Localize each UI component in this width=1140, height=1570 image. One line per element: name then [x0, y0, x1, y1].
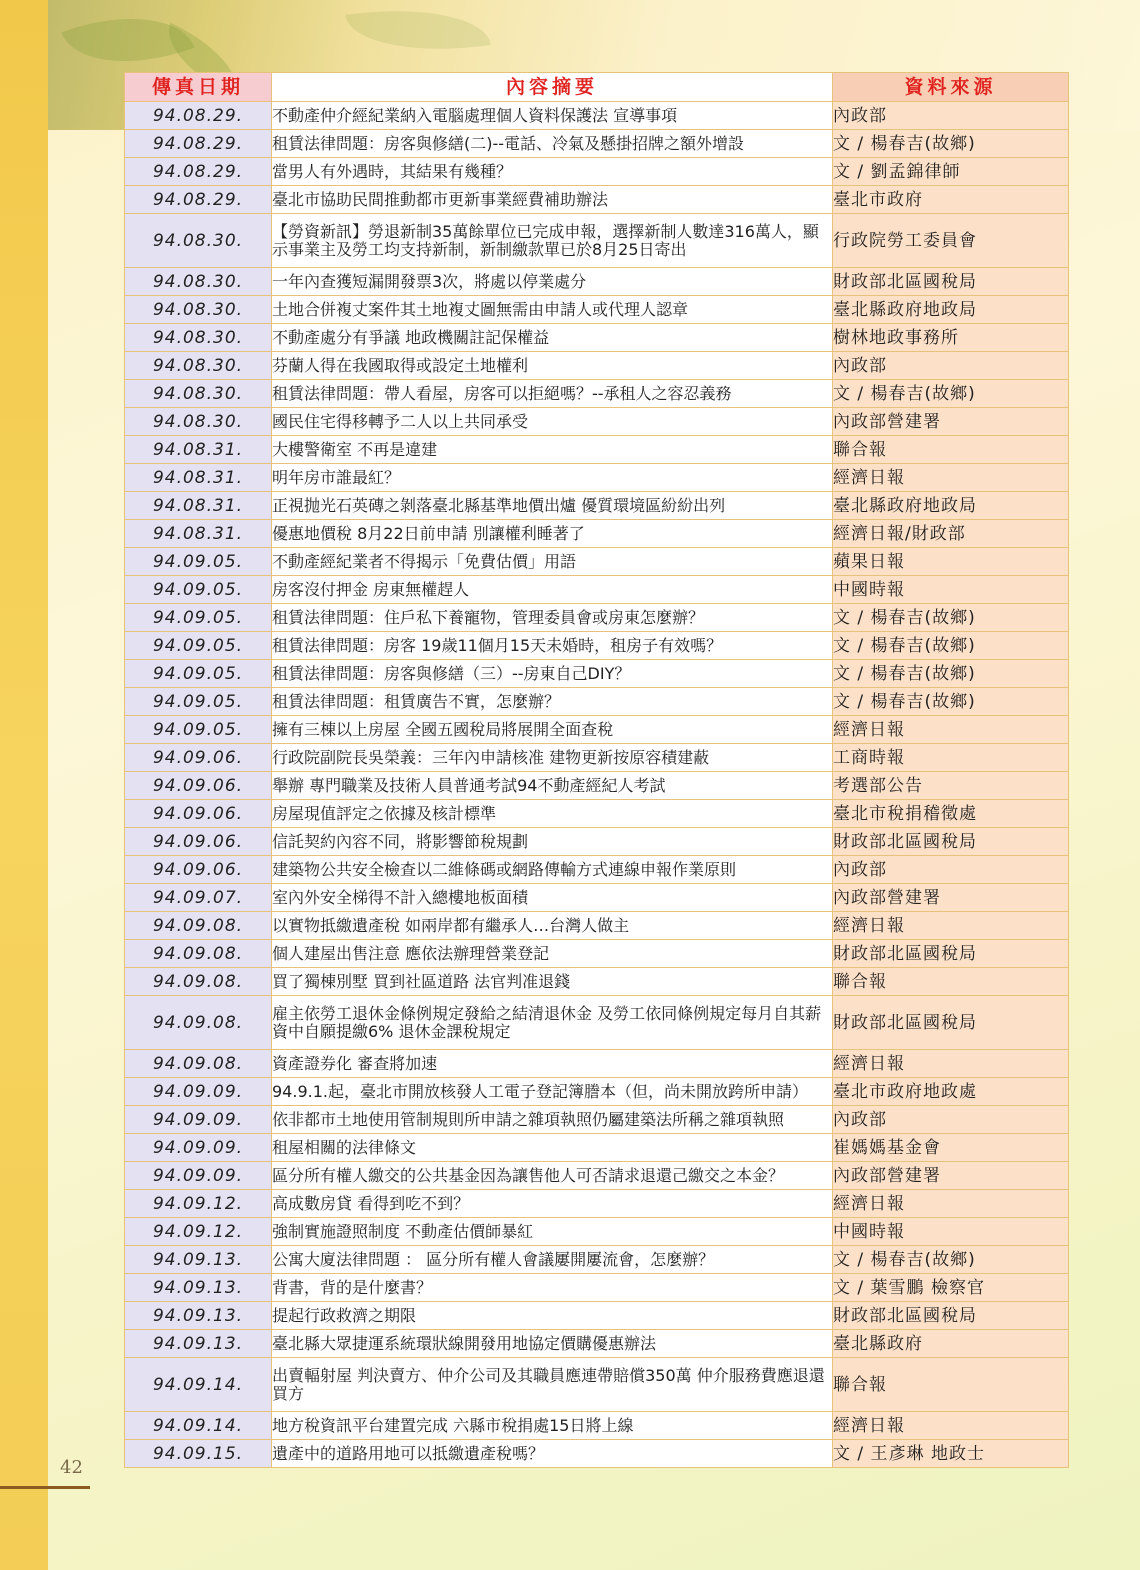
row-date: 94.09.12.	[125, 1218, 272, 1246]
row-summary: 擁有三棟以上房屋 全國五國稅局將展開全面查稅	[272, 716, 833, 744]
table-row	[125, 548, 1069, 576]
row-source: 內政部營建署	[833, 408, 1069, 436]
row-date: 94.09.05.	[125, 632, 272, 660]
row-date: 94.09.09.	[125, 1078, 272, 1106]
row-source: 經濟日報	[833, 716, 1069, 744]
table-row	[125, 158, 1069, 186]
table-row	[125, 884, 1069, 912]
row-source: 內政部營建署	[833, 884, 1069, 912]
row-date: 94.09.09.	[125, 1162, 272, 1190]
row-date: 94.09.13.	[125, 1246, 272, 1274]
table-row	[125, 102, 1069, 130]
row-summary: 提起行政救濟之期限	[272, 1302, 833, 1330]
row-summary: 遺產中的道路用地可以抵繳遺產稅嗎？	[272, 1440, 833, 1468]
row-source: 財政部北區國稅局	[833, 996, 1069, 1050]
row-summary: 依非都市土地使用管制規則所申請之雜項執照仍屬建築法所稱之雜項執照	[272, 1106, 833, 1134]
row-source: 臺北縣政府地政局	[833, 492, 1069, 520]
row-source: 財政部北區國稅局	[833, 940, 1069, 968]
row-date: 94.09.05.	[125, 576, 272, 604]
row-date: 94.09.09.	[125, 1134, 272, 1162]
row-date: 94.08.30.	[125, 268, 272, 296]
row-date: 94.08.30.	[125, 380, 272, 408]
row-summary: 區分所有權人繳交的公共基金因為讓售他人可否請求退還己繳交之本金？	[272, 1162, 833, 1190]
row-source: 蘋果日報	[833, 548, 1069, 576]
row-source: 內政部	[833, 352, 1069, 380]
table-row	[125, 576, 1069, 604]
table-row	[125, 1302, 1069, 1330]
row-source: 財政部北區國稅局	[833, 268, 1069, 296]
table-row	[125, 1106, 1069, 1134]
table-row	[125, 828, 1069, 856]
table-row	[125, 1358, 1069, 1412]
table-row	[125, 1134, 1069, 1162]
row-source: 文 / 劉孟錦律師	[833, 158, 1069, 186]
row-source: 臺北市政府地政處	[833, 1078, 1069, 1106]
row-summary: 94.9.1.起，臺北市開放核發人工電子登記簿謄本（但，尚未開放跨所申請）	[272, 1078, 833, 1106]
table-row	[125, 912, 1069, 940]
row-summary: 大樓警衛室 不再是違建	[272, 436, 833, 464]
table-row	[125, 1162, 1069, 1190]
row-summary: 不動產仲介經紀業納入電腦處理個人資料保護法 宣導事項	[272, 102, 833, 130]
row-source: 文 / 楊春吉(故鄉)	[833, 688, 1069, 716]
row-date: 94.08.29.	[125, 186, 272, 214]
row-date: 94.08.30.	[125, 296, 272, 324]
row-source: 經濟日報	[833, 1190, 1069, 1218]
row-date: 94.09.06.	[125, 772, 272, 800]
table-row	[125, 772, 1069, 800]
row-date: 94.09.14.	[125, 1412, 272, 1440]
table-header-row	[125, 73, 1069, 102]
header-date: 傳真日期	[125, 73, 272, 102]
row-summary: 舉辦 專門職業及技術人員普通考試94不動產經紀人考試	[272, 772, 833, 800]
table-row	[125, 492, 1069, 520]
row-source: 財政部北區國稅局	[833, 828, 1069, 856]
row-source: 財政部北區國稅局	[833, 1302, 1069, 1330]
row-source: 經濟日報	[833, 912, 1069, 940]
row-date: 94.08.31.	[125, 464, 272, 492]
row-date: 94.08.30.	[125, 352, 272, 380]
row-date: 94.09.05.	[125, 716, 272, 744]
row-summary: 租賃法律問題：帶人看屋，房客可以拒絕嗎？--承租人之容忍義務	[272, 380, 833, 408]
row-summary: 芬蘭人得在我國取得或設定土地權利	[272, 352, 833, 380]
table-row	[125, 408, 1069, 436]
row-source: 文 / 楊春吉(故鄉)	[833, 1246, 1069, 1274]
row-date: 94.09.06.	[125, 744, 272, 772]
row-date: 94.08.31.	[125, 492, 272, 520]
fax-news-table	[124, 72, 1069, 1468]
row-summary: 租賃法律問題：租賃廣告不實，怎麼辦？	[272, 688, 833, 716]
table-row	[125, 1218, 1069, 1246]
row-summary: 租屋相關的法律條文	[272, 1134, 833, 1162]
table-row	[125, 1440, 1069, 1468]
row-summary: 租賃法律問題：房客 19歲11個月15天未婚時，租房子有效嗎？	[272, 632, 833, 660]
row-date: 94.08.30.	[125, 214, 272, 268]
row-summary: 【勞資新訊】勞退新制35萬餘單位已完成申報，選擇新制人數達316萬人，顯示事業主及勞工均支持新制，新制繳款單已於8月25日寄出	[272, 214, 833, 268]
row-summary: 強制實施證照制度 不動產估價師暴紅	[272, 1218, 833, 1246]
row-summary: 國民住宅得移轉予二人以上共同承受	[272, 408, 833, 436]
row-date: 94.09.05.	[125, 548, 272, 576]
row-date: 94.09.06.	[125, 856, 272, 884]
header-summary: 內容摘要	[272, 73, 833, 102]
row-source: 樹林地政事務所	[833, 324, 1069, 352]
row-date: 94.09.08.	[125, 912, 272, 940]
row-summary: 房客沒付押金 房東無權趕人	[272, 576, 833, 604]
row-date: 94.09.08.	[125, 968, 272, 996]
table-row	[125, 604, 1069, 632]
row-source: 經濟日報	[833, 1412, 1069, 1440]
row-date: 94.09.14.	[125, 1358, 272, 1412]
row-date: 94.08.31.	[125, 520, 272, 548]
row-summary: 信託契約內容不同，將影響節稅規劃	[272, 828, 833, 856]
table-row	[125, 324, 1069, 352]
row-summary: 室內外安全梯得不計入總樓地板面積	[272, 884, 833, 912]
table-row	[125, 520, 1069, 548]
row-summary: 房屋現值評定之依據及核計標準	[272, 800, 833, 828]
row-summary: 臺北市協助民間推動都市更新事業經費補助辦法	[272, 186, 833, 214]
row-source: 中國時報	[833, 576, 1069, 604]
header-source: 資料來源	[833, 73, 1069, 102]
row-date: 94.09.08.	[125, 996, 272, 1050]
table-row	[125, 352, 1069, 380]
row-date: 94.09.15.	[125, 1440, 272, 1468]
row-date: 94.09.12.	[125, 1190, 272, 1218]
row-source: 文 / 楊春吉(故鄉)	[833, 604, 1069, 632]
row-source: 考選部公告	[833, 772, 1069, 800]
row-summary: 高成數房貸 看得到吃不到？	[272, 1190, 833, 1218]
row-summary: 公寓大廈法律問題 ： 區分所有權人會議屢開屢流會，怎麼辦？	[272, 1246, 833, 1274]
row-source: 文 / 楊春吉(故鄉)	[833, 660, 1069, 688]
row-source: 行政院勞工委員會	[833, 214, 1069, 268]
row-source: 文 / 楊春吉(故鄉)	[833, 130, 1069, 158]
row-summary: 行政院副院長吳榮義：三年內申請核准 建物更新按原容積建蔽	[272, 744, 833, 772]
row-source: 文 / 王彥琳 地政士	[833, 1440, 1069, 1468]
row-source: 經濟日報	[833, 1050, 1069, 1078]
row-source: 內政部	[833, 1106, 1069, 1134]
row-date: 94.08.30.	[125, 408, 272, 436]
table-row	[125, 632, 1069, 660]
row-date: 94.09.05.	[125, 604, 272, 632]
row-summary: 建築物公共安全檢查以二維條碼或網路傳輸方式連線申報作業原則	[272, 856, 833, 884]
row-source: 文 / 葉雪鵬 檢察官	[833, 1274, 1069, 1302]
table-row	[125, 1246, 1069, 1274]
row-summary: 資產證券化 審查將加速	[272, 1050, 833, 1078]
table-row	[125, 1274, 1069, 1302]
table-row	[125, 940, 1069, 968]
table-row	[125, 856, 1069, 884]
row-source: 經濟日報/財政部	[833, 520, 1069, 548]
row-source: 內政部	[833, 856, 1069, 884]
row-source: 文 / 楊春吉(故鄉)	[833, 632, 1069, 660]
table-row	[125, 214, 1069, 268]
row-summary: 租賃法律問題：房客與修繕(二)--電話、冷氣及懸掛招牌之額外增設	[272, 130, 833, 158]
table-row	[125, 1412, 1069, 1440]
row-summary: 租賃法律問題：住戶私下養寵物，管理委員會或房東怎麼辦？	[272, 604, 833, 632]
row-summary: 以實物抵繳遺產稅 如兩岸都有繼承人…台灣人做主	[272, 912, 833, 940]
row-summary: 明年房市誰最紅？	[272, 464, 833, 492]
row-summary: 當男人有外遇時，其結果有幾種？	[272, 158, 833, 186]
row-source: 聯合報	[833, 968, 1069, 996]
table-row	[125, 716, 1069, 744]
row-date: 94.08.29.	[125, 158, 272, 186]
row-date: 94.09.07.	[125, 884, 272, 912]
row-source: 臺北縣政府地政局	[833, 296, 1069, 324]
row-source: 聯合報	[833, 1358, 1069, 1412]
row-date: 94.09.13.	[125, 1330, 272, 1358]
row-source: 臺北市政府	[833, 186, 1069, 214]
table-row	[125, 744, 1069, 772]
row-summary: 優惠地價稅 8月22日前申請 別讓權利睡著了	[272, 520, 833, 548]
row-source: 崔媽媽基金會	[833, 1134, 1069, 1162]
row-source: 臺北市稅捐稽徵處	[833, 800, 1069, 828]
page-number: 42	[60, 1457, 83, 1478]
row-date: 94.09.08.	[125, 1050, 272, 1078]
row-summary: 土地合併複丈案件其土地複丈圖無需由申請人或代理人認章	[272, 296, 833, 324]
row-date: 94.08.29.	[125, 102, 272, 130]
row-summary: 個人建屋出售注意 應依法辦理營業登記	[272, 940, 833, 968]
row-source: 內政部	[833, 102, 1069, 130]
row-summary: 地方稅資訊平台建置完成 六縣市稅捐處15日將上線	[272, 1412, 833, 1440]
table-row	[125, 968, 1069, 996]
row-source: 文 / 楊春吉(故鄉)	[833, 380, 1069, 408]
table-row	[125, 996, 1069, 1050]
row-source: 臺北縣政府	[833, 1330, 1069, 1358]
row-summary: 正視抛光石英磚之剝落臺北縣基準地價出爐 優質環境區紛紛出列	[272, 492, 833, 520]
row-date: 94.09.06.	[125, 800, 272, 828]
row-date: 94.09.05.	[125, 660, 272, 688]
row-summary: 臺北縣大眾捷運系統環狀線開發用地協定價購優惠辦法	[272, 1330, 833, 1358]
table-row	[125, 464, 1069, 492]
table-row	[125, 1190, 1069, 1218]
table-row	[125, 130, 1069, 158]
row-source: 工商時報	[833, 744, 1069, 772]
row-source: 中國時報	[833, 1218, 1069, 1246]
table-row	[125, 268, 1069, 296]
row-summary: 不動產處分有爭議 地政機關註記保權益	[272, 324, 833, 352]
table-row	[125, 1050, 1069, 1078]
row-date: 94.08.31.	[125, 436, 272, 464]
row-summary: 租賃法律問題：房客與修繕（三）--房東自己DIY？	[272, 660, 833, 688]
row-date: 94.08.29.	[125, 130, 272, 158]
row-date: 94.09.05.	[125, 688, 272, 716]
table-row	[125, 380, 1069, 408]
table-row	[125, 800, 1069, 828]
row-summary: 雇主依勞工退休金條例規定發給之結清退休金 及勞工依同條例規定每月自其薪資中自願提繳6% 退休金課稅規定	[272, 996, 833, 1050]
row-date: 94.09.06.	[125, 828, 272, 856]
row-date: 94.09.09.	[125, 1106, 272, 1134]
table-row	[125, 660, 1069, 688]
row-date: 94.09.13.	[125, 1274, 272, 1302]
row-summary: 不動產經紀業者不得揭示「免費估價」用語	[272, 548, 833, 576]
table-row	[125, 186, 1069, 214]
leaf-decoration	[345, 0, 491, 64]
row-source: 經濟日報	[833, 464, 1069, 492]
table-row	[125, 1330, 1069, 1358]
table-row	[125, 1078, 1069, 1106]
row-source: 聯合報	[833, 436, 1069, 464]
page-number-rule	[0, 1486, 90, 1489]
row-date: 94.09.13.	[125, 1302, 272, 1330]
row-summary: 一年內查獲短漏開發票3次，將處以停業處分	[272, 268, 833, 296]
row-date: 94.09.08.	[125, 940, 272, 968]
row-summary: 出賣輻射屋 判決賣方、仲介公司及其職員應連帶賠償350萬 仲介服務費應退還買方	[272, 1358, 833, 1412]
row-summary: 買了獨棟別墅 買到社區道路 法官判准退錢	[272, 968, 833, 996]
row-summary: 背書，背的是什麼書？	[272, 1274, 833, 1302]
table-row	[125, 436, 1069, 464]
table-row	[125, 296, 1069, 324]
left-color-band	[0, 0, 48, 1570]
row-source: 內政部營建署	[833, 1162, 1069, 1190]
table-row	[125, 688, 1069, 716]
row-date: 94.08.30.	[125, 324, 272, 352]
